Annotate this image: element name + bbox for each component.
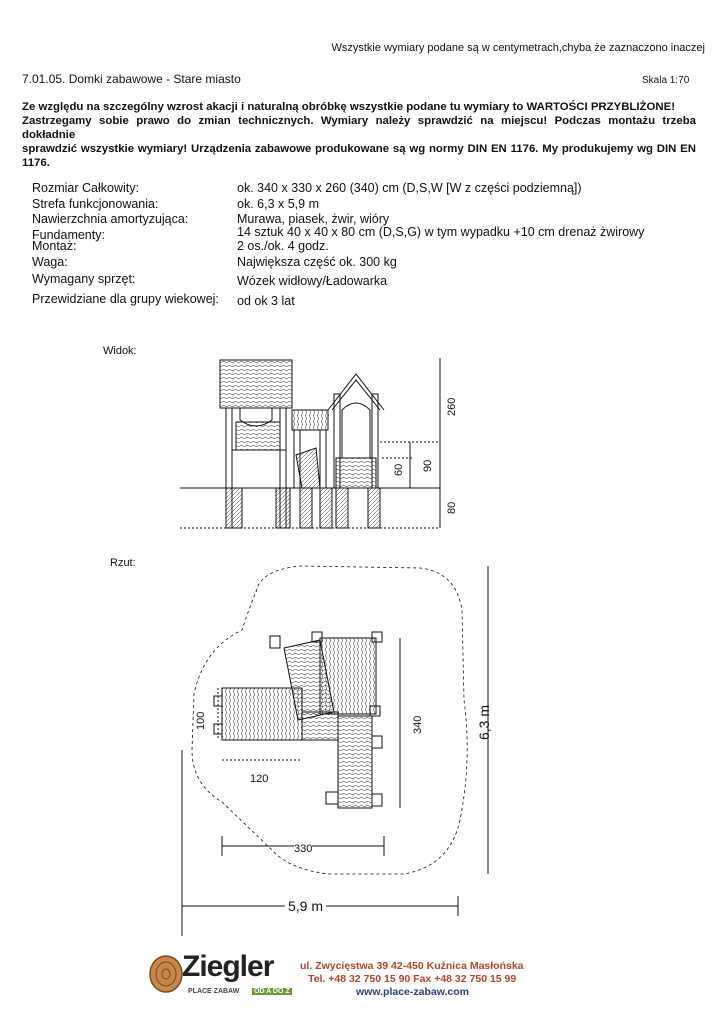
dim-label-340: 340 xyxy=(412,715,424,734)
spec-value-surface: Murawa, piasek, żwir, wióry xyxy=(237,212,390,226)
spec-label-assembly: Montaż: xyxy=(32,239,77,253)
scale-label: Skala 1:70 xyxy=(642,75,690,86)
post xyxy=(372,736,382,748)
dim-label-100: 100 xyxy=(195,711,207,730)
notice-line-2: Zastrzegamy sobie prawo do zmian technicznych. Wymiary należy sprawdzić na miejscu! Podczas montażu trzeba dokładnie xyxy=(22,115,696,141)
dim-label-60: 60 xyxy=(393,463,405,476)
spec-label-zone: Strefa funkcjonowania: xyxy=(32,197,159,211)
dim-label-63m: 6,3 m xyxy=(476,704,492,740)
post xyxy=(326,792,338,804)
foundation xyxy=(300,488,312,528)
foundation xyxy=(368,488,380,528)
post xyxy=(270,636,280,648)
company-address: ul. Zwycięstwa 39 42-450 Kuźnica Masłońska xyxy=(300,960,524,972)
dim-label-260: 260 xyxy=(446,397,458,416)
foundation xyxy=(226,488,242,528)
left-deck xyxy=(222,688,302,740)
left-tower-wall xyxy=(236,422,280,450)
left-tower-roof xyxy=(220,360,292,408)
company-phone: Tel. +48 32 750 15 90 Fax +48 32 750 15 99 xyxy=(308,973,517,985)
plan-label: Rzut: xyxy=(110,557,136,569)
dim-label-80: 80 xyxy=(446,501,458,514)
center-block xyxy=(302,712,338,740)
spec-value-equipment: Wózek widłowy/Ładowarka xyxy=(237,274,388,288)
brand-tagline-left: PLACE ZABAW xyxy=(188,988,240,995)
brand-name: Ziegler xyxy=(182,950,274,983)
dim-label-90: 90 xyxy=(422,459,434,472)
spec-label-weight: Waga: xyxy=(32,255,68,269)
spec-value-zone: ok. 6,3 x 5,9 m xyxy=(237,197,319,211)
foundation xyxy=(276,488,290,528)
dim-label-330: 330 xyxy=(294,843,313,855)
stairs xyxy=(336,458,376,488)
post xyxy=(372,794,382,806)
spec-value-foundations: 14 sztuk 40 x 40 x 80 cm (D,S,G) w tym wypadku +10 cm drenaż żwirowy xyxy=(237,225,645,239)
spec-value-age: od ok 3 lat xyxy=(237,294,295,308)
units-note: Wszystkie wymiary podane są w centymetrach,chyba że zaznaczono inaczej xyxy=(331,42,705,54)
walkway xyxy=(338,716,372,808)
dim-label-120: 120 xyxy=(250,773,269,785)
middle-post xyxy=(320,430,326,488)
spec-label-surface: Nawierzchnia amortyzująca: xyxy=(32,212,189,226)
spec-value-size: ok. 340 x 330 x 260 (340) cm (D,S,W [W z części podziemną]) xyxy=(237,181,582,195)
spec-value-assembly: 2 os./ok. 4 godz. xyxy=(237,239,329,253)
middle-rail xyxy=(292,410,328,430)
notice-line-3: sprawdzić wszystkie wymiary! Urządzenia zabawowe produkowane są wg normy DIN EN 1176. My produkujemy wg DIN EN 1176. xyxy=(22,143,696,169)
view-label: Widok: xyxy=(103,345,137,357)
dim-label-59m: 5,9 m xyxy=(285,898,326,914)
spec-label-size: Rozmiar Całkowity: xyxy=(32,181,139,195)
spec-label-foundations: Fundamenty: xyxy=(32,228,105,242)
foundation xyxy=(320,488,332,528)
top-right-deck xyxy=(320,638,376,714)
right-house-door xyxy=(342,403,370,458)
notice-line-1: Ze względu na szczególny wzrost akacji i naturalną obróbkę wszystkie podane tu wymiary to WARTOŚCI PRZYBLIŻONE! xyxy=(22,101,675,113)
side-view xyxy=(180,358,440,528)
company-website[interactable]: www.place-zabaw.com xyxy=(356,986,470,998)
spec-label-equipment: Wymagany sprzęt: xyxy=(32,272,136,286)
spec-value-weight: Największa część ok. 300 kg xyxy=(237,255,397,269)
document-title: 7.01.05. Domki zabawowe - Stare miasto xyxy=(22,72,241,86)
ziegler-logo xyxy=(148,952,300,1000)
brand-tagline-right: OD A DO Z xyxy=(254,988,290,995)
plan-view xyxy=(182,566,488,936)
spec-label-age: Przewidziane dla grupy wiekowej: xyxy=(32,292,219,306)
foundation xyxy=(336,488,348,528)
